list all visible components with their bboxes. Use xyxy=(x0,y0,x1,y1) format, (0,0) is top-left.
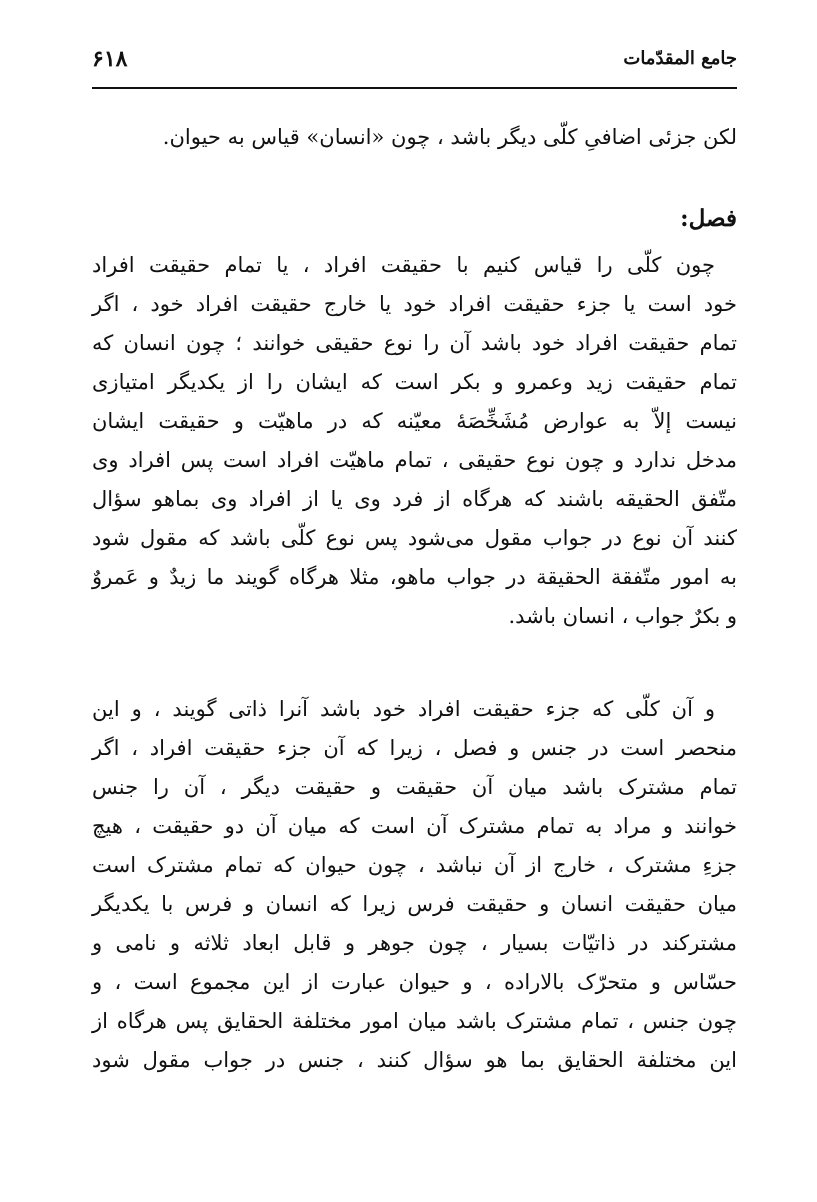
text-line: مدخل ندارد و چون نوع حقیقی ، تمام ماهیّت افراد است پس افراد وی xyxy=(92,448,737,472)
text-line: خوانند و مراد به تمام مشترک آن است که میان آن دو حقیقت ، هیچ xyxy=(92,814,737,838)
text-line: حسّاس و متحرّک بالاراده ، و حیوان عبارت از این مجموع است ، و xyxy=(92,970,737,994)
text-line: لکن جزئی اضافیِ کلّی دیگر باشد ، چون «انسان» قیاس به حیوان. xyxy=(162,125,737,149)
running-title: جامع المقدّمات xyxy=(623,48,737,69)
text-line: جزءِ مشترک ، خارج از آن نباشد ، چون حیوان که تمام مشترک است xyxy=(92,853,737,877)
intro-paragraph xyxy=(92,118,737,157)
text-line: متّفق الحقیقه باشند که هرگاه از فرد وی یا از افراد وی بماهو سؤال xyxy=(92,487,737,511)
header-rule xyxy=(92,87,737,89)
text-line: نیست إلاّ به عوارض مُشَخِّصَهٔ معیّنه که در ماهیّت و حقیقت ایشان xyxy=(92,409,737,433)
text-line: کنند آن نوع در جواب مقول می‌شود پس نوع کلّی باشد که مقول شود xyxy=(92,526,737,550)
page-number: ۶۱۸ xyxy=(92,46,128,72)
section-heading: فصل: xyxy=(680,205,737,232)
text-line: تمام حقیقت زید وعمرو و بکر است که ایشان را از یکدیگر امتیازی xyxy=(92,370,737,394)
text-line: و آن کلّی که جزء حقیقت افراد خود باشد آنرا ذاتی گویند ، و این xyxy=(92,697,715,721)
text-line: خود است یا جزء حقیقت افراد خود یا خارج حقیقت افراد خود ، اگر xyxy=(92,292,737,316)
paragraph-2 xyxy=(92,690,737,1080)
text-line: چون کلّی را قیاس کنیم با حقیقت افراد ، یا تمام حقیقت افراد xyxy=(92,253,715,277)
text-line: منحصر است در جنس و فصل ، زیرا که آن جزء حقیقت افراد ، اگر xyxy=(92,736,737,760)
paragraph-1 xyxy=(92,246,737,636)
text-line: و بکرٌ جواب ، انسان باشد. xyxy=(508,604,737,628)
text-line: تمام مشترک باشد میان آن حقیقت و حقیقت دیگر ، آن را جنس xyxy=(92,775,737,799)
text-line: میان حقیقت انسان و حقیقت فرس زیرا که انسان و فرس با یکدیگر xyxy=(92,892,737,916)
text-line: مشترکند در ذاتیّات بسیار ، چون جوهر و قابل ابعاد ثلاثه و نامی و xyxy=(92,931,737,955)
text-line: تمام حقیقت افراد خود باشد آن را نوع حقیقی خوانند ؛ چون انسان که xyxy=(92,331,737,355)
text-line: این مختلفة الحقایق بما هو سؤال کنند ، جنس در جواب مقول شود xyxy=(92,1048,737,1072)
page-header xyxy=(92,46,737,86)
text-line: چون جنس ، تمام مشترک باشد میان امور مختلفة الحقايق پس هرگاه از xyxy=(92,1009,737,1033)
text-line: به امور متّفقة الحقيقة در جواب ماهو، مثلا هرگاه گویند ما زیدٌ و عَمروٌ xyxy=(92,565,737,589)
